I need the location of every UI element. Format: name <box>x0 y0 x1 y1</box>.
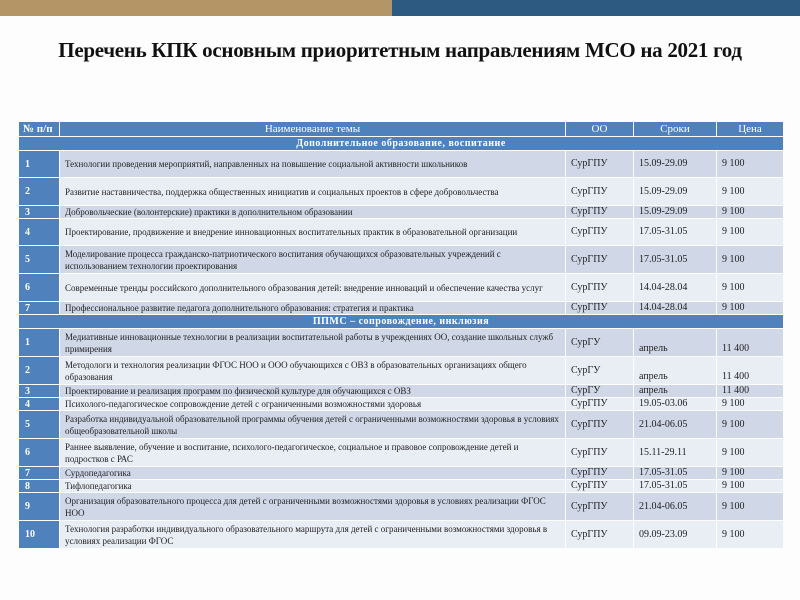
table-row <box>19 521 783 548</box>
dates: апрель <box>634 329 716 356</box>
section-header-row <box>19 315 783 328</box>
courses-table <box>18 121 784 549</box>
table-row <box>19 206 783 218</box>
table-row <box>19 480 783 492</box>
table-row <box>19 398 783 410</box>
dates: 15.09-29.09 <box>634 206 716 218</box>
dates: 17.05-31.05 <box>634 467 716 479</box>
row-number: 8 <box>19 480 59 492</box>
topic-name: Тифлопедагогика <box>60 480 565 492</box>
organization: СурГПУ <box>566 480 633 492</box>
topic-name: Проектирование и реализация программ по физической культуре для обучающихся с ОВЗ <box>60 385 565 397</box>
topic-name: Психолого-педагогическое сопровождение детей с ограниченными возможностями здоровья <box>60 398 565 410</box>
dates: апрель <box>634 385 716 397</box>
table-row <box>19 493 783 520</box>
table-row <box>19 274 783 301</box>
organization: СурГПУ <box>566 151 633 177</box>
topic-name: Раннее выявление, обучение и воспитание, психолого-педагогическое, социальное и правовое сопровождение детей и подростков с РАС <box>60 439 565 466</box>
column-header-dates: Сроки <box>634 122 716 136</box>
table-row <box>19 467 783 479</box>
column-header-number: № п/п <box>19 122 59 136</box>
dates: 14.04-28.04 <box>634 274 716 301</box>
table-row <box>19 219 783 245</box>
dates: апрель <box>634 357 716 384</box>
organization: СурГПУ <box>566 178 633 205</box>
row-number: 5 <box>19 411 59 438</box>
section-header-row <box>19 137 783 150</box>
organization: СурГУ <box>566 329 633 356</box>
price: 9 100 <box>717 398 783 410</box>
organization: СурГПУ <box>566 274 633 301</box>
topic-name: Технологии проведения мероприятий, направленных на повышение социальной активности школьников <box>60 151 565 177</box>
table-row <box>19 411 783 438</box>
price: 11 400 <box>717 385 783 397</box>
table-row <box>19 439 783 466</box>
top-bar-blue-segment <box>392 0 800 16</box>
organization: СурГПУ <box>566 467 633 479</box>
section-title: ППМС – сопровождение, инклюзия <box>19 315 783 328</box>
table-row <box>19 178 783 205</box>
column-header-organization: ОО <box>566 122 633 136</box>
row-number: 5 <box>19 246 59 273</box>
price: 9 100 <box>717 411 783 438</box>
topic-name: Методологи и технология реализации ФГОС НОО и ООО обучающихся с ОВЗ в образовательных организациях общего образования <box>60 357 565 384</box>
topic-name: Современные тренды российского дополнительного образования детей: внедрение инноваций и обеспечение качества услуг <box>60 274 565 301</box>
topic-name: Сурдопедагогика <box>60 467 565 479</box>
organization: СурГПУ <box>566 246 633 273</box>
topic-name: Развитие наставничества, поддержка общественных инициатив и социальных проектов в сфере добровольчества <box>60 178 565 205</box>
organization: СурГПУ <box>566 439 633 466</box>
price: 11 400 <box>717 357 783 384</box>
dates: 15.09-29.09 <box>634 151 716 177</box>
topic-name: Проектирование, продвижение и внедрение инновационных воспитательных практик в образовательной организации <box>60 219 565 245</box>
row-number: 1 <box>19 329 59 356</box>
topic-name: Профессиональное развитие педагога дополнительного образования: стратегия и практика <box>60 302 565 314</box>
row-number: 4 <box>19 219 59 245</box>
price: 11 400 <box>717 329 783 356</box>
table-row <box>19 151 783 177</box>
topic-name: Добровольческие (волонтерские) практики в дополнительном образовании <box>60 206 565 218</box>
page-title: Перечень КПК основным приоритетным направлениям МСО на 2021 год <box>58 38 742 62</box>
dates: 15.09-29.09 <box>634 178 716 205</box>
dates: 17.05-31.05 <box>634 480 716 492</box>
organization: СурГПУ <box>566 398 633 410</box>
row-number: 3 <box>19 206 59 218</box>
row-number: 6 <box>19 439 59 466</box>
dates: 14.04-28.04 <box>634 302 716 314</box>
table-row <box>19 329 783 356</box>
price: 9 100 <box>717 274 783 301</box>
table-row <box>19 302 783 314</box>
price: 9 100 <box>717 480 783 492</box>
price: 9 100 <box>717 439 783 466</box>
dates: 15.11-29.11 <box>634 439 716 466</box>
price: 9 100 <box>717 178 783 205</box>
section-title: Дополнительное образование, воспитание <box>19 137 783 150</box>
table-row <box>19 385 783 397</box>
organization: СурГПУ <box>566 302 633 314</box>
top-bar-gold-segment <box>0 0 392 16</box>
price: 9 100 <box>717 206 783 218</box>
row-number: 2 <box>19 357 59 384</box>
column-header-price: Цена <box>717 122 783 136</box>
row-number: 10 <box>19 521 59 548</box>
table-header-row <box>19 122 783 136</box>
organization: СурГПУ <box>566 521 633 548</box>
organization: СурГУ <box>566 385 633 397</box>
price: 9 100 <box>717 521 783 548</box>
dates: 17.05-31.05 <box>634 219 716 245</box>
topic-name: Технология разработки индивидуального образовательного маршрута для детей с ограниченными возможностями здоровья в условиях реализации ФГОС <box>60 521 565 548</box>
row-number: 3 <box>19 385 59 397</box>
row-number: 4 <box>19 398 59 410</box>
topic-name: Моделирование процесса гражданско-патриотического воспитания обучающихся образовательных учреждений с использованием технологии проектирования <box>60 246 565 273</box>
table-row <box>19 246 783 273</box>
row-number: 9 <box>19 493 59 520</box>
row-number: 1 <box>19 151 59 177</box>
organization: СурГПУ <box>566 493 633 520</box>
organization: СурГУ <box>566 357 633 384</box>
row-number: 2 <box>19 178 59 205</box>
price: 9 100 <box>717 246 783 273</box>
decorative-top-bar <box>0 0 800 16</box>
price: 9 100 <box>717 467 783 479</box>
topic-name: Организация образовательного процесса для детей с ограниченными возможностями здоровья в условиях реализации ФГОС НОО <box>60 493 565 520</box>
organization: СурГПУ <box>566 206 633 218</box>
column-header-topic: Наименование темы <box>60 122 565 136</box>
price: 9 100 <box>717 302 783 314</box>
row-number: 6 <box>19 274 59 301</box>
dates: 09.09-23.09 <box>634 521 716 548</box>
dates: 19.05-03.06 <box>634 398 716 410</box>
topic-name: Разработка индивидуальной образовательной программы обучения детей с ограниченными возможностями здоровья в условиях общеобразовательной школы <box>60 411 565 438</box>
dates: 21.04-06.05 <box>634 493 716 520</box>
row-number: 7 <box>19 467 59 479</box>
price: 9 100 <box>717 219 783 245</box>
row-number: 7 <box>19 302 59 314</box>
dates: 21.04-06.05 <box>634 411 716 438</box>
organization: СурГПУ <box>566 411 633 438</box>
organization: СурГПУ <box>566 219 633 245</box>
price: 9 100 <box>717 151 783 177</box>
dates: 17.05-31.05 <box>634 246 716 273</box>
price: 9 100 <box>717 493 783 520</box>
table-row <box>19 357 783 384</box>
topic-name: Медиативные инновационные технологии в реализации воспитательной работы в учреждениях ОО, создание школьных служб примирения <box>60 329 565 356</box>
